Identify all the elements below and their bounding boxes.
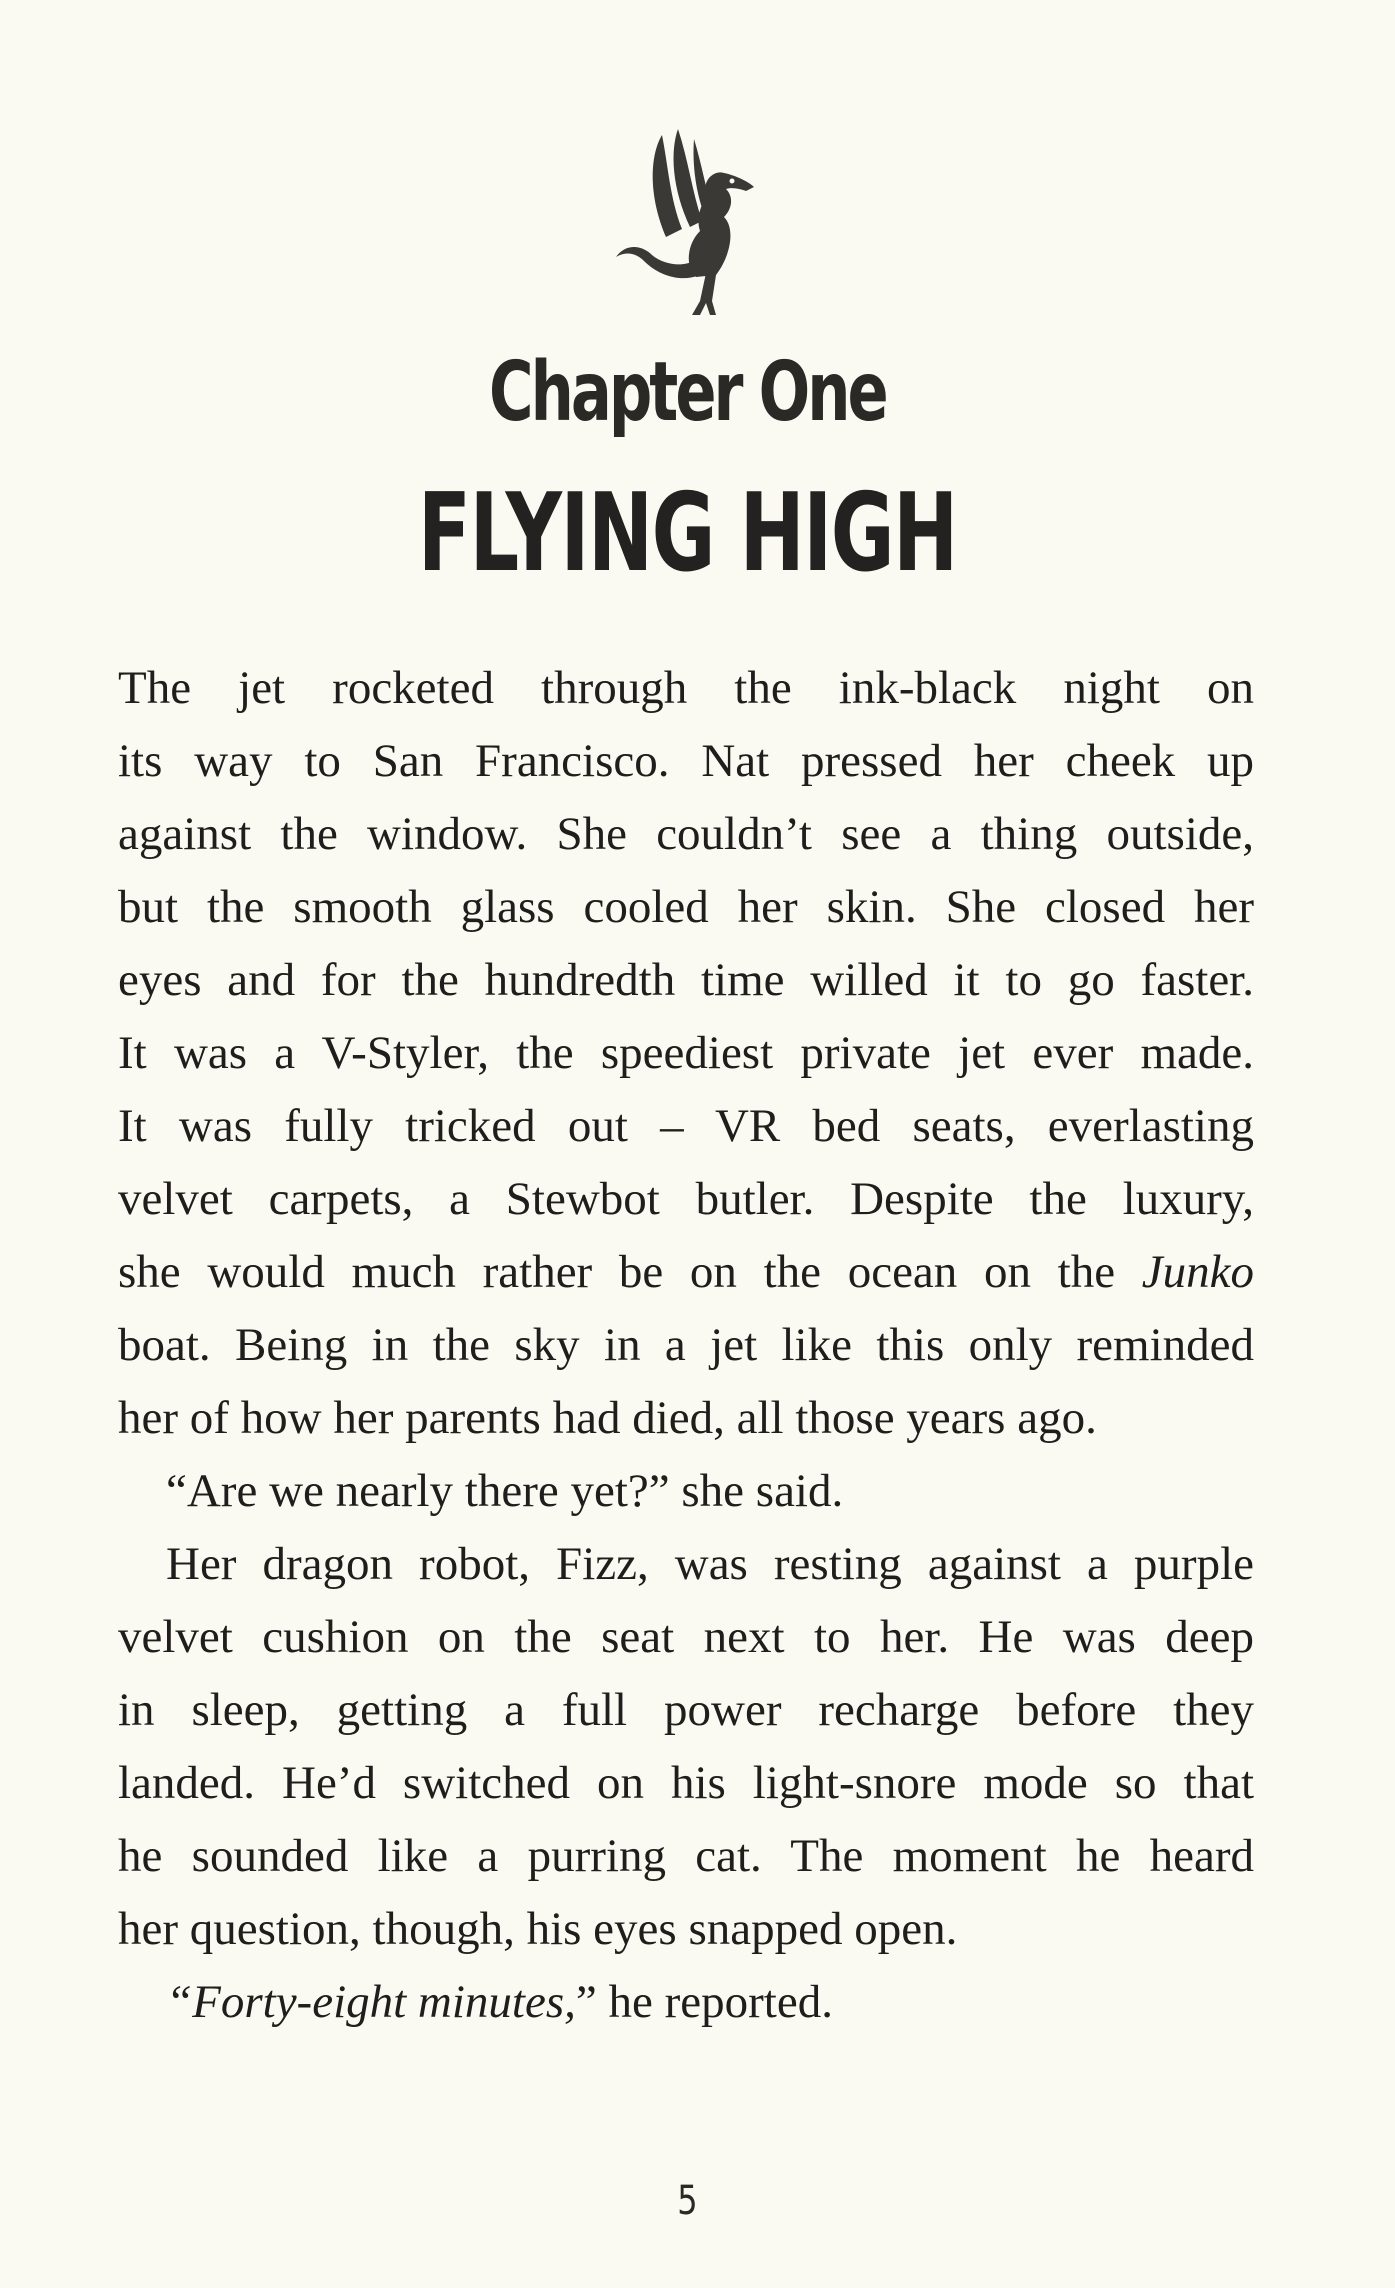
text-line: “Are we nearly there yet?” she said. [166,1465,844,1517]
text-segment: she would much rather be on the ocean on the [118,1246,1142,1298]
text-line: Her dragon robot, Fizz, was resting against a purple [166,1538,1254,1590]
text-line: its way to San Francisco. Nat pressed her cheek up [118,735,1254,787]
text-line [118,1966,1254,2039]
dragon-icon [600,125,780,335]
chapter-title: FLYING HIGH [417,471,957,596]
boat-name: Junko [1141,1246,1254,1298]
text-line: It was a V-Styler, the speediest private jet ever made. [118,1027,1254,1079]
page-number: 5 [677,2178,698,2224]
text-line: It was fully tricked out – VR bed seats, everlasting [118,1100,1254,1152]
text-segment: ” he reported. [575,1976,833,2028]
dialogue-italic: “Forty-eight minutes, [166,1976,576,2028]
chapter-text [118,652,1254,2039]
text-line: against the window. She couldn’t see a thing outside, [118,808,1254,860]
text-line [118,1236,1254,1309]
text-line: boat. Being in the sky in a jet like this only reminded [118,1319,1254,1371]
text-line: eyes and for the hundredth time willed it to go faster. [118,954,1254,1006]
text-line: he sounded like a purring cat. The moment he heard [118,1830,1254,1882]
chapter-label: Chapter One [489,345,886,440]
text-line: but the smooth glass cooled her skin. She closed her [118,881,1254,933]
text-line: her of how her parents had died, all those years ago. [118,1392,1097,1444]
text-line: landed. He’d switched on his light-snore mode so that [118,1757,1254,1809]
text-line: her question, though, his eyes snapped open. [118,1903,958,1955]
text-line: The jet rocketed through the ink-black night on [118,662,1254,714]
text-line: in sleep, getting a full power recharge before they [118,1684,1254,1736]
text-line: velvet carpets, a Stewbot butler. Despite the luxury, [118,1173,1254,1225]
text-line: velvet cushion on the seat next to her. He was deep [118,1611,1254,1663]
